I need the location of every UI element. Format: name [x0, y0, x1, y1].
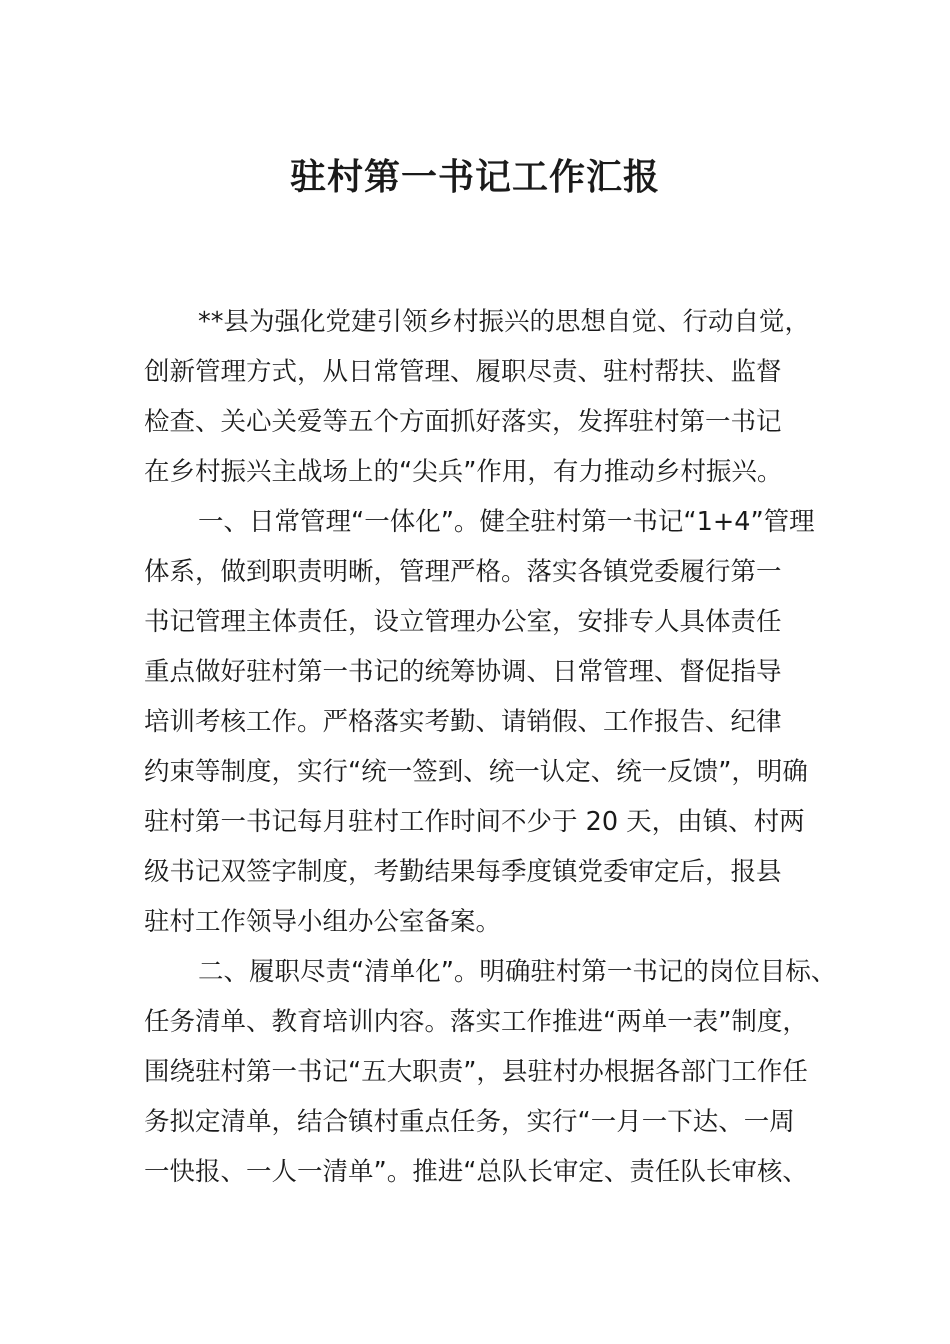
paragraph-section-1 [144, 497, 824, 947]
text-line: **县为强化党建引领乡村振兴的思想自觉、行动自觉， [198, 307, 811, 337]
text-line: 围绕驻村第一书记“五大职责”，县驻村办根据各部门工作任 [144, 1057, 808, 1087]
text-line: 务拟定清单，结合镇村重点任务，实行“一月一下达、一周 [144, 1107, 795, 1137]
text-line: 驻村第一书记每月驻村工作时间不少于 20 天，由镇、村两 [144, 807, 805, 837]
text-line: 重点做好驻村第一书记的统筹协调、日常管理、督促指导 [144, 657, 782, 687]
text-line: 体系，做到职责明晰，管理严格。落实各镇党委履行第一 [144, 557, 782, 587]
paragraph-section-2 [144, 947, 837, 1197]
text-line: 约束等制度，实行“统一签到、统一认定、统一反馈”，明确 [144, 757, 808, 787]
text-line: 在乡村振兴主战场上的“尖兵”作用，有力推动乡村振兴。 [144, 457, 783, 487]
text-line: 创新管理方式，从日常管理、履职尽责、驻村帮扶、监督 [144, 357, 782, 387]
text-line: 书记管理主体责任，设立管理办公室，安排专人具体责任 [144, 607, 782, 637]
text-line: 驻村工作领导小组办公室备案。 [144, 907, 502, 937]
text-line: 一、日常管理“一体化”。健全驻村第一书记“1+4”管理 [198, 507, 815, 537]
text-line: 级书记双签字制度，考勤结果每季度镇党委审定后，报县 [144, 857, 782, 887]
text-line: 二、履职尽责“清单化”。明确驻村第一书记的岗位目标、 [198, 957, 837, 987]
paragraph-intro [144, 297, 824, 497]
text-line: 任务清单、教育培训内容。落实工作推进“两单一表”制度， [144, 1007, 808, 1037]
text-line: 培训考核工作。严格落实考勤、请销假、工作报告、纪律 [144, 707, 782, 737]
text-line: 检查、关心关爱等五个方面抓好落实，发挥驻村第一书记 [144, 407, 782, 437]
document-body [144, 297, 837, 1197]
document-title: 驻村第一书记工作汇报 [289, 157, 660, 198]
text-line: 一快报、一人一清单”。推进“总队长审定、责任队长审核、 [144, 1157, 808, 1187]
